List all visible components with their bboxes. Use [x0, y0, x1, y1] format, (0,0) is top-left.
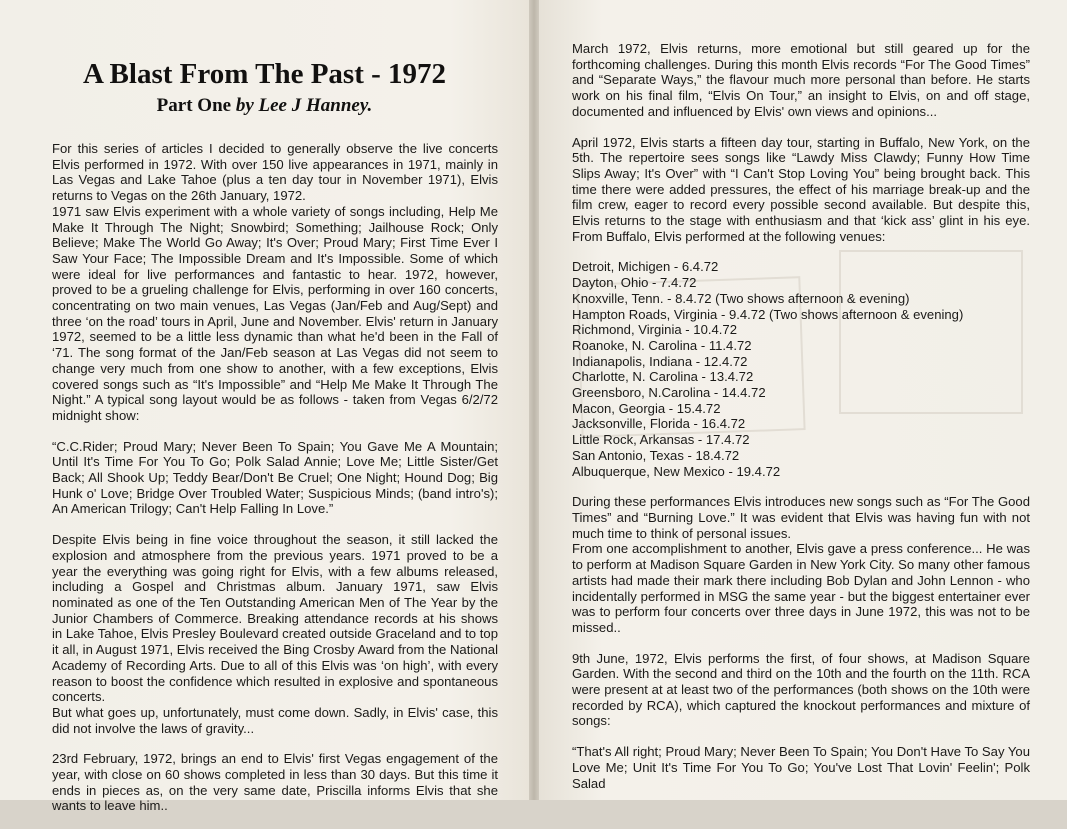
- venue-item: Greensboro, N.Carolina - 14.4.72: [572, 385, 766, 401]
- article-title: A Blast From The Past - 1972: [82, 58, 447, 90]
- right-page-body: [572, 41, 1030, 791]
- paragraph: March 1972, Elvis returns, more emotional but still geared up for the forthcoming challenges. During this month Elvis records “For The Good Times” and “Separate Ways,” the flavour much more personal than before. He starts work on his final film, “Elvis On Tour,” an insight to Elvis, on and off stage, documented and influenced by Elvis' own views and opinions...: [572, 41, 1030, 119]
- venue-item: Detroit, Michigen - 6.4.72: [572, 259, 719, 275]
- setlist-quote: “That's All right; Proud Mary; Never Been To Spain; You Don't Have To Say You Love Me; Unit It's Time For You To Go; You've Lost That Lovin' Feelin'; Polk Salad: [572, 744, 1030, 791]
- venue-item: Indianapolis, Indiana - 12.4.72: [572, 353, 748, 369]
- paragraph: 9th June, 1972, Elvis performs the first, of four shows, at Madison Square Garden. With the second and third on the 10th and the fourth on the 11th. RCA were present at at least two of the performances (both shows on the 10th were recorded by RCA), which captured the knockout performances and mixture of songs:: [572, 650, 1030, 729]
- venue-item: Roanoke, N. Carolina - 11.4.72: [572, 337, 752, 353]
- paragraph: For this series of articles I decided to generally observe the live concerts Elvis performed in 1972. With over 150 live appearances in 1971, mainly in Las Vegas and Lake Tahoe (plus a ten day tour in November 1971), Elvis returns to Vegas on the 26th January, 1972.: [52, 141, 498, 204]
- left-page: [0, 0, 529, 814]
- left-page-body: [52, 141, 498, 829]
- venue-item: Dayton, Ohio - 7.4.72: [572, 275, 697, 291]
- article-subtitle: [0, 95, 529, 117]
- venue-list: [572, 259, 1030, 479]
- subtitle-part: Part One: [156, 95, 232, 116]
- paragraph: But what goes up, unfortunately, must come down. Sadly, in Elvis' case, this did not involve the laws of gravity...: [52, 704, 498, 736]
- venue-item: Knoxville, Tenn. - 8.4.72 (Two shows afternoon & evening): [572, 290, 910, 306]
- paragraph: April 1972, Elvis starts a fifteen day tour, starting in Buffalo, New York, on the 5th. The repertoire sees songs like “Lawdy Miss Clawdy; Funny How Time Slips Away; It's Over” with “I Can't Stop Loving You” being brought back. This time there were added pressures, the effect of his marriage break-up and the film crew, eager to record every possible second available. But despite this, Elvis returns to the stage with enthusiasm and that ‘kick ass’ glint in his eye. From Buffalo, Elvis performed at the following venues:: [572, 134, 1030, 244]
- venue-item: Jacksonville, Florida - 16.4.72: [572, 416, 746, 432]
- paragraph: 23rd February, 1972, brings an end to Elvis' first Vegas engagement of the year, with close on 60 shows completed in less than 30 days. But this time it ends in pieces as, on the very same date, Priscilla informs Elvis that she wants to leave him..: [52, 751, 498, 814]
- venue-item: San Antonio, Texas - 18.4.72: [572, 447, 740, 463]
- venue-item: Richmond, Virginia - 10.4.72: [572, 322, 737, 338]
- right-page: [539, 0, 1067, 800]
- paragraph: 1971 saw Elvis experiment with a whole variety of songs including, Help Me Make It Through The Night; Snowbird; Something; Jailhouse Rock; Only Believe; Make The World Go Away; It's Over; Proud Mary; First Time Ever I Saw Your Face; The Impossible Dream and It's Impossible. Some of which were ideal for live performances and fantastic to hear. 1972, however, proved to be a grueling challenge for Elvis, performing in over 160 concerts, concentrating on two main venues, Las Vegas (Jan/Feb and Aug/Sept) and three ‘on the road’ tours in April, June and November. Elvis' return in January 1972, seemed to be a little less dynamic than what he'd been in the Fall of ‘71. The song format of the Jan/Feb season at Las Vegas did not seem to change very much from one show to another, with a few exceptions, Elvis covered songs such as “It's Impossible” and “Help Me Make It Through The Night.” A typical song layout would be as follows - taken from Vegas 6/2/72 midnight show:: [52, 203, 498, 423]
- subtitle-byline: by Lee J Hanney.: [235, 95, 373, 116]
- setlist-quote: “C.C.Rider; Proud Mary; Never Been To Spain; You Gave Me A Mountain; Until It's Time For You To Go; Polk Salad Annie; Love Me; Little Sister/Get Back; All Shook Up; Teddy Bear/Don't Be Cruel; One Night; Hound Dog; Big Hunk o' Love; Bridge Over Troubled Water; Suspicious Minds; (band intro's); An American Trilogy; Can't Help Falling In Love.”: [52, 438, 498, 517]
- paragraph: Despite Elvis being in fine voice throughout the season, it still lacked the explosion and atmosphere from the previous years. 1971 proved to be a year the everything was going right for Elvis, with a few albums released, including a Gospel and Christmas album. January 1971, saw Elvis nominated as one of the Ten Outstanding American Men of The Year by the Junior Chambers of Commerce. Breaking attendance records at his shows in Lake Tahoe, Elvis Presley Boulevard created outside Graceland and to top it all, in August 1971, Elvis received the Bing Crosby Award from the National Academy of Recording Arts. Due to all of this Elvis was ‘on high’, with every reason to boost the confidence which resulted in explosive and spontaneous concerts.: [52, 532, 498, 705]
- venue-item: Albuquerque, New Mexico - 19.4.72: [572, 463, 781, 479]
- venue-item: Little Rock, Arkansas - 17.4.72: [572, 432, 750, 448]
- venue-item: Charlotte, N. Carolina - 13.4.72: [572, 369, 754, 385]
- paragraph: During these performances Elvis introduces new songs such as “For The Good Times” and “Burning Love.” It was evident that Elvis was having fun with not much time to think of personal issues.: [572, 494, 1030, 541]
- paragraph: From one accomplishment to another, Elvis gave a press conference... He was to perform at Madison Square Garden in New York City. So many other famous artists had made their mark there including Bob Dylan and John Lennon - who incidentally performed in MSG the same year - but the biggest entertainer ever was to perform four concerts over three days in June 1972, this was not to be missed..: [572, 541, 1030, 635]
- venue-item: Macon, Georgia - 15.4.72: [572, 400, 721, 416]
- page-gutter: [529, 0, 539, 800]
- venue-item: Hampton Roads, Virginia - 9.4.72 (Two shows afternoon & evening): [572, 306, 964, 322]
